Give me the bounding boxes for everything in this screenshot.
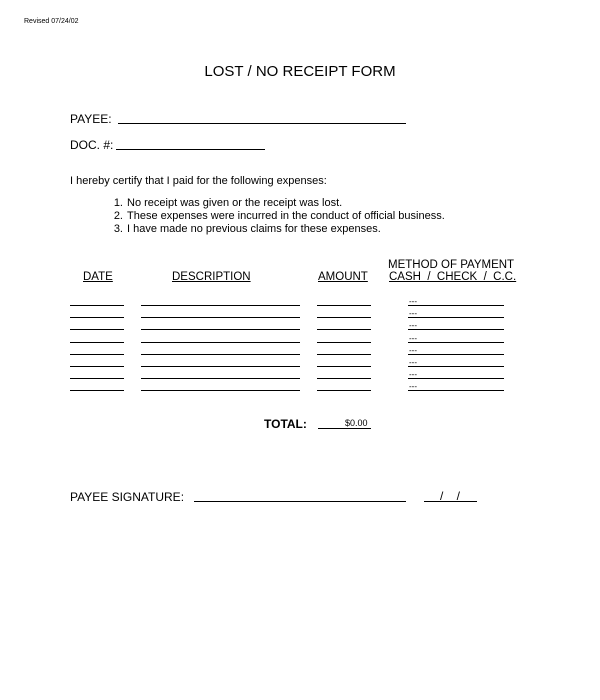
certify-statement: I hereby certify that I paid for the following expenses: xyxy=(70,175,327,187)
payment-method-placeholder: --- xyxy=(409,358,417,367)
total-underline xyxy=(318,428,371,429)
description-cell[interactable] xyxy=(141,329,300,330)
payment-method-placeholder: --- xyxy=(409,346,417,355)
payment-method-placeholder: --- xyxy=(409,382,417,391)
description-cell[interactable] xyxy=(141,342,300,343)
statement-item: 2. These expenses were incurred in the conduct of official business. xyxy=(113,210,445,222)
description-cell[interactable] xyxy=(141,317,300,318)
signature-date-slashes: / / xyxy=(440,489,461,503)
description-cell[interactable] xyxy=(141,390,300,391)
amount-cell[interactable] xyxy=(317,354,371,355)
payment-method-cell[interactable] xyxy=(408,317,504,318)
payment-method-placeholder: --- xyxy=(409,370,417,379)
form-title: LOST / NO RECEIPT FORM xyxy=(204,63,396,80)
payment-method-cell[interactable] xyxy=(408,305,504,306)
payment-method-cell[interactable] xyxy=(408,378,504,379)
signature-field[interactable] xyxy=(194,501,406,502)
statement-list xyxy=(106,197,445,236)
date-cell[interactable] xyxy=(70,390,124,391)
description-cell[interactable] xyxy=(141,305,300,306)
payment-method-placeholder: --- xyxy=(409,334,417,343)
date-cell[interactable] xyxy=(70,378,124,379)
payment-method-cell[interactable] xyxy=(408,390,504,391)
date-cell[interactable] xyxy=(70,317,124,318)
payment-method-placeholder: --- xyxy=(409,297,417,306)
total-value: $0.00 xyxy=(345,418,368,428)
doc-number-label: DOC. #: xyxy=(70,138,114,152)
payee-field[interactable] xyxy=(118,123,406,124)
payment-method-cell[interactable] xyxy=(408,342,504,343)
total-label: TOTAL: xyxy=(264,417,307,431)
amount-cell[interactable] xyxy=(317,378,371,379)
doc-number-field[interactable] xyxy=(116,149,265,150)
payment-method-cell[interactable] xyxy=(408,366,504,367)
date-cell[interactable] xyxy=(70,342,124,343)
date-cell[interactable] xyxy=(70,354,124,355)
payment-options-header: CASH / CHECK / C.C. xyxy=(389,271,517,283)
method-of-payment-header: METHOD OF PAYMENT xyxy=(388,259,515,271)
description-cell[interactable] xyxy=(141,366,300,367)
signature-date-field[interactable] xyxy=(424,501,477,502)
amount-cell[interactable] xyxy=(317,317,371,318)
description-cell[interactable] xyxy=(141,378,300,379)
payee-signature-label: PAYEE SIGNATURE: xyxy=(70,490,185,504)
date-cell[interactable] xyxy=(70,366,124,367)
payee-label: PAYEE: xyxy=(70,112,112,126)
payment-method-placeholder: --- xyxy=(409,321,417,330)
amount-column-header: AMOUNT xyxy=(318,271,368,283)
amount-cell[interactable] xyxy=(317,390,371,391)
revision-date: Revised 07/24/02 xyxy=(24,18,79,25)
statement-item: 3. I have made no previous claims for these expenses. xyxy=(113,223,381,235)
date-cell[interactable] xyxy=(70,329,124,330)
description-column-header: DESCRIPTION xyxy=(172,271,251,283)
amount-cell[interactable] xyxy=(317,366,371,367)
amount-cell[interactable] xyxy=(317,305,371,306)
payment-method-cell[interactable] xyxy=(408,354,504,355)
amount-cell[interactable] xyxy=(317,342,371,343)
description-cell[interactable] xyxy=(141,354,300,355)
payment-method-cell[interactable] xyxy=(408,329,504,330)
statement-item: 1. No receipt was given or the receipt was lost. xyxy=(113,197,343,209)
date-column-header: DATE xyxy=(83,271,113,283)
date-cell[interactable] xyxy=(70,305,124,306)
payment-method-placeholder: --- xyxy=(409,309,417,318)
amount-cell[interactable] xyxy=(317,329,371,330)
